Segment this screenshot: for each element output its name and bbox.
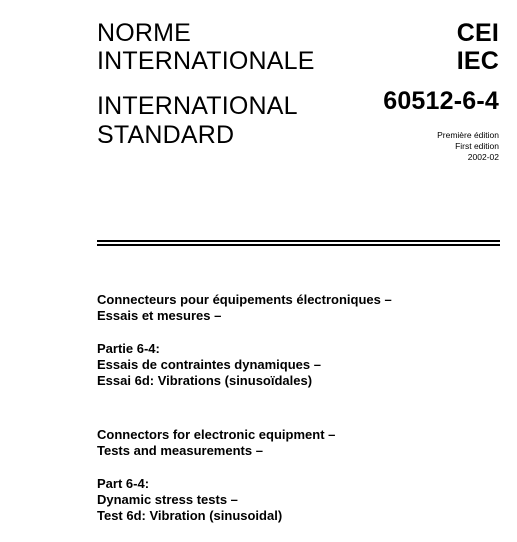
title-fr-line1: NORME bbox=[97, 19, 192, 47]
divider-rule-top bbox=[97, 240, 500, 242]
edition-en: First edition bbox=[455, 141, 499, 151]
title-fr-line2: INTERNATIONALE bbox=[97, 47, 315, 75]
en-subtitle-line2: Test 6d: Vibration (sinusoidal) bbox=[97, 508, 283, 523]
en-title-line2: Tests and measurements – bbox=[97, 443, 263, 458]
fr-subtitle-line1: Essais de contraintes dynamiques – bbox=[97, 357, 321, 372]
fr-subtitle-line2: Essai 6d: Vibrations (sinusoïdales) bbox=[97, 373, 313, 388]
title-en-line1: INTERNATIONAL bbox=[97, 92, 298, 120]
title-en-line2: STANDARD bbox=[97, 121, 235, 149]
edition-fr: Première édition bbox=[437, 130, 499, 140]
edition-date: 2002-02 bbox=[467, 152, 499, 162]
org-code-en: IEC bbox=[456, 47, 499, 75]
org-code-fr: CEI bbox=[456, 19, 499, 47]
divider-rule-bottom bbox=[97, 244, 500, 246]
fr-title-line1: Connecteurs pour équipements électroniques – bbox=[97, 292, 392, 307]
en-subtitle-line1: Dynamic stress tests – bbox=[97, 492, 238, 507]
fr-title-line2: Essais et mesures – bbox=[97, 308, 222, 323]
en-part: Part 6-4: bbox=[97, 476, 150, 491]
fr-part: Partie 6-4: bbox=[97, 341, 160, 356]
standard-number: 60512-6-4 bbox=[383, 87, 499, 115]
en-title-line1: Connectors for electronic equipment – bbox=[97, 427, 336, 442]
